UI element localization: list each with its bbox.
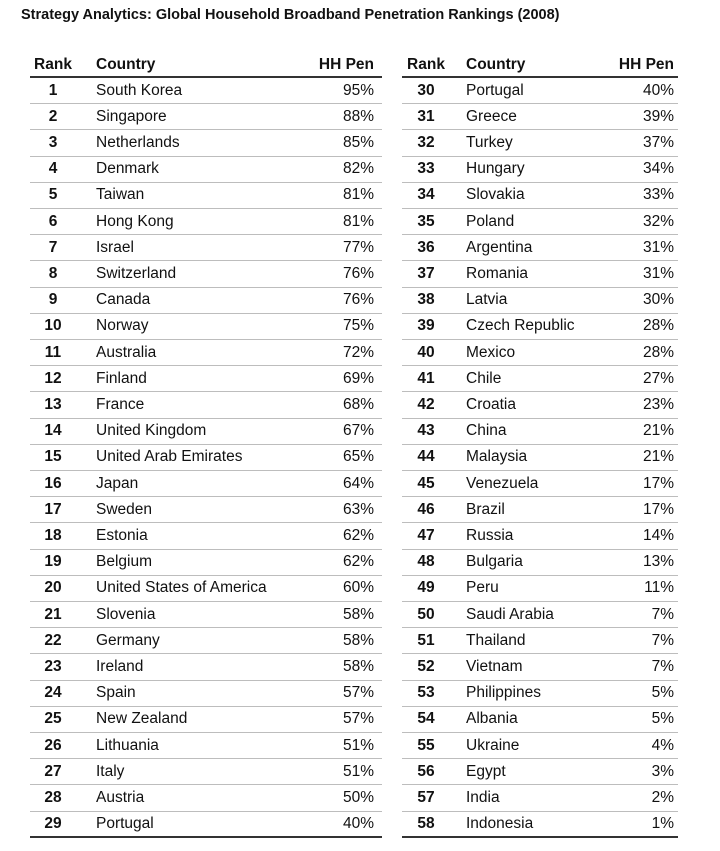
hh-pen-cell: 50% bbox=[342, 789, 374, 807]
country-cell: India bbox=[466, 789, 500, 807]
rank-cell: 34 bbox=[417, 186, 435, 204]
rank-cell: 38 bbox=[417, 291, 435, 309]
rank-cell: 41 bbox=[417, 369, 435, 387]
country-cell: Australia bbox=[96, 343, 157, 361]
rank-cell: 56 bbox=[417, 762, 435, 780]
country-cell: Peru bbox=[466, 579, 499, 597]
rank-cell: 48 bbox=[417, 553, 435, 571]
hh-pen-cell: 62% bbox=[342, 553, 374, 571]
country-cell: Saudi Arabia bbox=[466, 605, 554, 623]
rank-cell: 4 bbox=[48, 160, 58, 178]
table-row bbox=[30, 550, 382, 576]
country-cell: Albania bbox=[466, 710, 518, 728]
rank-cell: 45 bbox=[417, 474, 435, 492]
table-row bbox=[402, 104, 678, 130]
country-cell: Estonia bbox=[96, 527, 148, 545]
rank-cell: 57 bbox=[417, 789, 435, 807]
table-row bbox=[402, 471, 678, 497]
hh-pen-cell: 30% bbox=[642, 291, 674, 309]
country-cell: Spain bbox=[96, 684, 136, 702]
rank-cell: 8 bbox=[48, 265, 58, 283]
hh-pen-cell: 13% bbox=[642, 553, 674, 571]
table-row bbox=[30, 785, 382, 811]
country-cell: Czech Republic bbox=[466, 317, 575, 335]
country-cell: Ireland bbox=[96, 658, 144, 676]
country-cell: France bbox=[96, 396, 145, 414]
table-row bbox=[30, 759, 382, 785]
country-cell: Canada bbox=[96, 291, 151, 309]
country-cell: Russia bbox=[466, 527, 514, 545]
hh-pen-cell: 76% bbox=[342, 265, 374, 283]
hh-pen-cell: 85% bbox=[342, 134, 374, 151]
hh-pen-cell: 7% bbox=[651, 605, 674, 623]
table-row bbox=[402, 576, 678, 602]
country-cell: Singapore bbox=[96, 107, 167, 125]
table-row bbox=[402, 209, 678, 235]
country-cell: Italy bbox=[96, 762, 125, 780]
table-row bbox=[402, 366, 678, 392]
rank-cell: 10 bbox=[44, 317, 62, 335]
country-cell: Hungary bbox=[466, 160, 525, 178]
country-cell: United States of America bbox=[96, 579, 267, 597]
country-cell: Finland bbox=[96, 369, 147, 387]
header-hh-pen: HH Pen bbox=[618, 56, 674, 73]
country-cell: Switzerland bbox=[96, 265, 177, 283]
hh-pen-cell: 17% bbox=[642, 474, 674, 492]
country-cell: Mexico bbox=[466, 343, 516, 361]
rank-cell: 23 bbox=[44, 658, 62, 676]
country-cell: Ukraine bbox=[466, 736, 520, 754]
rank-cell: 51 bbox=[417, 631, 435, 649]
hh-pen-cell: 64% bbox=[342, 474, 374, 492]
rank-cell: 9 bbox=[48, 291, 58, 309]
country-cell: Brazil bbox=[466, 500, 505, 518]
rank-cell: 29 bbox=[44, 814, 62, 832]
rank-cell: 54 bbox=[417, 710, 435, 728]
rank-cell: 27 bbox=[44, 762, 62, 780]
table-row bbox=[402, 340, 678, 366]
hh-pen-cell: 39% bbox=[642, 107, 674, 125]
rank-cell: 26 bbox=[44, 736, 62, 754]
rank-cell: 49 bbox=[417, 579, 435, 597]
rank-cell: 17 bbox=[44, 500, 62, 518]
table-row bbox=[402, 812, 678, 838]
country-cell: Germany bbox=[96, 631, 160, 649]
rank-cell: 16 bbox=[44, 474, 62, 492]
table-row bbox=[402, 759, 678, 785]
rank-cell: 6 bbox=[48, 212, 58, 230]
table-row bbox=[402, 785, 678, 811]
rank-cell: 2 bbox=[48, 107, 58, 125]
table-row bbox=[30, 654, 382, 680]
rank-cell: 21 bbox=[44, 605, 62, 623]
hh-pen-cell: 57% bbox=[342, 710, 374, 728]
table-row bbox=[402, 681, 678, 707]
table-row bbox=[402, 183, 678, 209]
country-cell: Bulgaria bbox=[466, 553, 523, 571]
rankings-table-left bbox=[30, 52, 382, 838]
country-cell: Croatia bbox=[466, 396, 516, 414]
country-cell: Slovakia bbox=[466, 186, 525, 204]
table-row bbox=[402, 602, 678, 628]
table-row bbox=[402, 288, 678, 314]
table-row bbox=[402, 550, 678, 576]
rank-cell: 55 bbox=[417, 736, 435, 754]
rank-cell: 28 bbox=[44, 789, 62, 807]
country-cell: Portugal bbox=[466, 81, 524, 99]
hh-pen-cell: 1% bbox=[651, 814, 674, 832]
hh-pen-cell: 58% bbox=[342, 631, 374, 649]
table-row bbox=[30, 366, 382, 392]
header-rank: Rank bbox=[34, 56, 72, 73]
hh-pen-cell: 5% bbox=[651, 684, 674, 702]
table-row bbox=[30, 183, 382, 209]
hh-pen-cell: 88% bbox=[342, 107, 374, 125]
rank-cell: 24 bbox=[44, 684, 62, 702]
hh-pen-cell: 7% bbox=[651, 631, 674, 649]
rankings-table-right bbox=[402, 52, 678, 838]
hh-pen-cell: 95% bbox=[342, 81, 374, 99]
country-cell: Indonesia bbox=[466, 814, 534, 832]
country-cell: Portugal bbox=[96, 814, 154, 832]
country-cell: China bbox=[466, 422, 507, 440]
hh-pen-cell: 37% bbox=[642, 134, 674, 151]
country-cell: Egypt bbox=[466, 762, 506, 780]
country-cell: Israel bbox=[96, 238, 134, 256]
table-row bbox=[402, 523, 678, 549]
hh-pen-cell: 62% bbox=[342, 527, 374, 545]
hh-pen-cell: 21% bbox=[642, 448, 674, 466]
hh-pen-cell: 23% bbox=[642, 396, 674, 414]
table-row bbox=[30, 130, 382, 156]
rank-cell: 39 bbox=[417, 317, 435, 335]
table-row bbox=[402, 130, 678, 156]
table-row bbox=[30, 497, 382, 523]
hh-pen-cell: 51% bbox=[342, 762, 374, 780]
hh-pen-cell: 76% bbox=[342, 291, 374, 309]
hh-pen-cell: 28% bbox=[642, 343, 674, 361]
rank-cell: 11 bbox=[44, 343, 62, 361]
rank-cell: 12 bbox=[44, 369, 62, 387]
table-row bbox=[402, 628, 678, 654]
country-cell: Denmark bbox=[96, 160, 159, 178]
hh-pen-cell: 63% bbox=[342, 500, 374, 518]
table-row bbox=[402, 314, 678, 340]
rank-cell: 5 bbox=[48, 186, 58, 204]
rank-cell: 46 bbox=[417, 500, 435, 518]
header-rank: Rank bbox=[407, 56, 445, 73]
table-row bbox=[30, 235, 382, 261]
table-row bbox=[30, 419, 382, 445]
hh-pen-cell: 58% bbox=[342, 605, 374, 623]
country-cell: Belgium bbox=[96, 553, 152, 571]
table-row bbox=[30, 340, 382, 366]
country-cell: Philippines bbox=[466, 684, 541, 702]
country-cell: Slovenia bbox=[96, 605, 156, 623]
hh-pen-cell: 58% bbox=[342, 658, 374, 676]
country-cell: Poland bbox=[466, 212, 515, 230]
country-cell: Romania bbox=[466, 265, 529, 283]
country-cell: Japan bbox=[96, 474, 139, 492]
hh-pen-cell: 11% bbox=[644, 579, 674, 597]
rank-cell: 25 bbox=[44, 710, 62, 728]
country-cell: Hong Kong bbox=[96, 212, 174, 230]
hh-pen-cell: 72% bbox=[342, 343, 374, 361]
rank-cell: 1 bbox=[48, 81, 58, 99]
hh-pen-cell: 2% bbox=[651, 789, 674, 807]
table-row bbox=[402, 392, 678, 418]
hh-pen-cell: 75% bbox=[342, 317, 374, 335]
table-row bbox=[402, 654, 678, 680]
hh-pen-cell: 77% bbox=[342, 238, 374, 256]
rank-cell: 36 bbox=[417, 238, 435, 256]
hh-pen-cell: 31% bbox=[642, 238, 674, 256]
rank-cell: 31 bbox=[417, 107, 435, 125]
hh-pen-cell: 14% bbox=[642, 527, 674, 545]
hh-pen-cell: 34% bbox=[642, 160, 674, 178]
rank-cell: 14 bbox=[44, 422, 62, 440]
table-row bbox=[402, 261, 678, 287]
table-row bbox=[402, 419, 678, 445]
hh-pen-cell: 5% bbox=[651, 710, 674, 728]
country-cell: Thailand bbox=[466, 631, 526, 649]
country-cell: Taiwan bbox=[96, 186, 145, 204]
country-cell: United Kingdom bbox=[96, 422, 207, 440]
rank-cell: 32 bbox=[417, 134, 435, 151]
country-cell: Turkey bbox=[466, 134, 513, 151]
country-cell: Greece bbox=[466, 107, 517, 125]
table-row bbox=[30, 261, 382, 287]
table-row bbox=[402, 235, 678, 261]
rank-cell: 13 bbox=[44, 396, 62, 414]
rank-cell: 3 bbox=[48, 134, 58, 151]
rank-cell: 20 bbox=[44, 579, 62, 597]
hh-pen-cell: 28% bbox=[642, 317, 674, 335]
table-row bbox=[30, 471, 382, 497]
table-row bbox=[30, 157, 382, 183]
rank-cell: 42 bbox=[417, 396, 435, 414]
country-cell: Lithuania bbox=[96, 736, 159, 754]
table-row bbox=[30, 288, 382, 314]
table-body bbox=[402, 78, 678, 838]
rank-cell: 19 bbox=[44, 553, 62, 571]
hh-pen-cell: 21% bbox=[642, 422, 674, 440]
table-row bbox=[30, 576, 382, 602]
table-row bbox=[30, 602, 382, 628]
hh-pen-cell: 33% bbox=[642, 186, 674, 204]
country-cell: Netherlands bbox=[96, 134, 180, 151]
table-row bbox=[402, 733, 678, 759]
rank-cell: 30 bbox=[417, 81, 435, 99]
table-row bbox=[30, 104, 382, 130]
rank-cell: 43 bbox=[417, 422, 435, 440]
table-row bbox=[30, 392, 382, 418]
header-hh-pen: HH Pen bbox=[318, 56, 374, 73]
hh-pen-cell: 27% bbox=[642, 369, 674, 387]
hh-pen-cell: 65% bbox=[342, 448, 374, 466]
hh-pen-cell: 60% bbox=[342, 579, 374, 597]
table-row bbox=[30, 733, 382, 759]
table-row bbox=[30, 812, 382, 838]
rank-cell: 33 bbox=[417, 160, 435, 178]
page-title: Strategy Analytics: Global Household Broadband Penetration Rankings (2008) bbox=[21, 7, 560, 23]
rank-cell: 40 bbox=[417, 343, 435, 361]
table-body bbox=[30, 78, 382, 838]
country-cell: Latvia bbox=[466, 291, 508, 309]
table-row bbox=[30, 445, 382, 471]
rank-cell: 52 bbox=[417, 658, 435, 676]
rank-cell: 15 bbox=[44, 448, 62, 466]
country-cell: Argentina bbox=[466, 238, 533, 256]
hh-pen-cell: 17% bbox=[642, 500, 674, 518]
hh-pen-cell: 69% bbox=[342, 369, 374, 387]
rank-cell: 18 bbox=[44, 527, 62, 545]
country-cell: Vietnam bbox=[466, 658, 523, 676]
hh-pen-cell: 68% bbox=[342, 396, 374, 414]
rank-cell: 53 bbox=[417, 684, 435, 702]
hh-pen-cell: 51% bbox=[342, 736, 374, 754]
table-row bbox=[30, 628, 382, 654]
hh-pen-cell: 57% bbox=[342, 684, 374, 702]
country-cell: Sweden bbox=[96, 500, 153, 518]
rank-cell: 50 bbox=[417, 605, 435, 623]
table-row bbox=[402, 78, 678, 104]
country-cell: Norway bbox=[96, 317, 149, 335]
table-row bbox=[30, 209, 382, 235]
table-row bbox=[30, 681, 382, 707]
country-cell: South Korea bbox=[96, 81, 183, 99]
table-header bbox=[30, 52, 382, 78]
rank-cell: 35 bbox=[417, 212, 435, 230]
table-row bbox=[402, 707, 678, 733]
table-header bbox=[402, 52, 678, 78]
hh-pen-cell: 7% bbox=[651, 658, 674, 676]
table-row bbox=[30, 78, 382, 104]
country-cell: New Zealand bbox=[96, 710, 188, 728]
rank-cell: 37 bbox=[417, 265, 435, 283]
rank-cell: 58 bbox=[417, 814, 435, 832]
hh-pen-cell: 40% bbox=[342, 814, 374, 832]
hh-pen-cell: 81% bbox=[342, 212, 374, 230]
table-row bbox=[402, 445, 678, 471]
table-row bbox=[30, 523, 382, 549]
rank-cell: 44 bbox=[417, 448, 435, 466]
table-row bbox=[402, 157, 678, 183]
header-country: Country bbox=[466, 56, 526, 73]
country-cell: Malaysia bbox=[466, 448, 528, 466]
header-country: Country bbox=[96, 56, 156, 73]
country-cell: United Arab Emirates bbox=[96, 448, 243, 466]
hh-pen-cell: 40% bbox=[642, 81, 674, 99]
hh-pen-cell: 31% bbox=[642, 265, 674, 283]
country-cell: Austria bbox=[96, 789, 145, 807]
hh-pen-cell: 4% bbox=[651, 736, 674, 754]
table-row bbox=[30, 707, 382, 733]
rank-cell: 22 bbox=[44, 631, 62, 649]
country-cell: Chile bbox=[466, 369, 502, 387]
rank-cell: 47 bbox=[417, 527, 435, 545]
rank-cell: 7 bbox=[48, 238, 58, 256]
hh-pen-cell: 81% bbox=[342, 186, 374, 204]
hh-pen-cell: 32% bbox=[642, 212, 674, 230]
hh-pen-cell: 67% bbox=[342, 422, 374, 440]
table-row bbox=[402, 497, 678, 523]
table-row bbox=[30, 314, 382, 340]
country-cell: Venezuela bbox=[466, 474, 539, 492]
hh-pen-cell: 3% bbox=[651, 762, 674, 780]
hh-pen-cell: 82% bbox=[342, 160, 374, 178]
